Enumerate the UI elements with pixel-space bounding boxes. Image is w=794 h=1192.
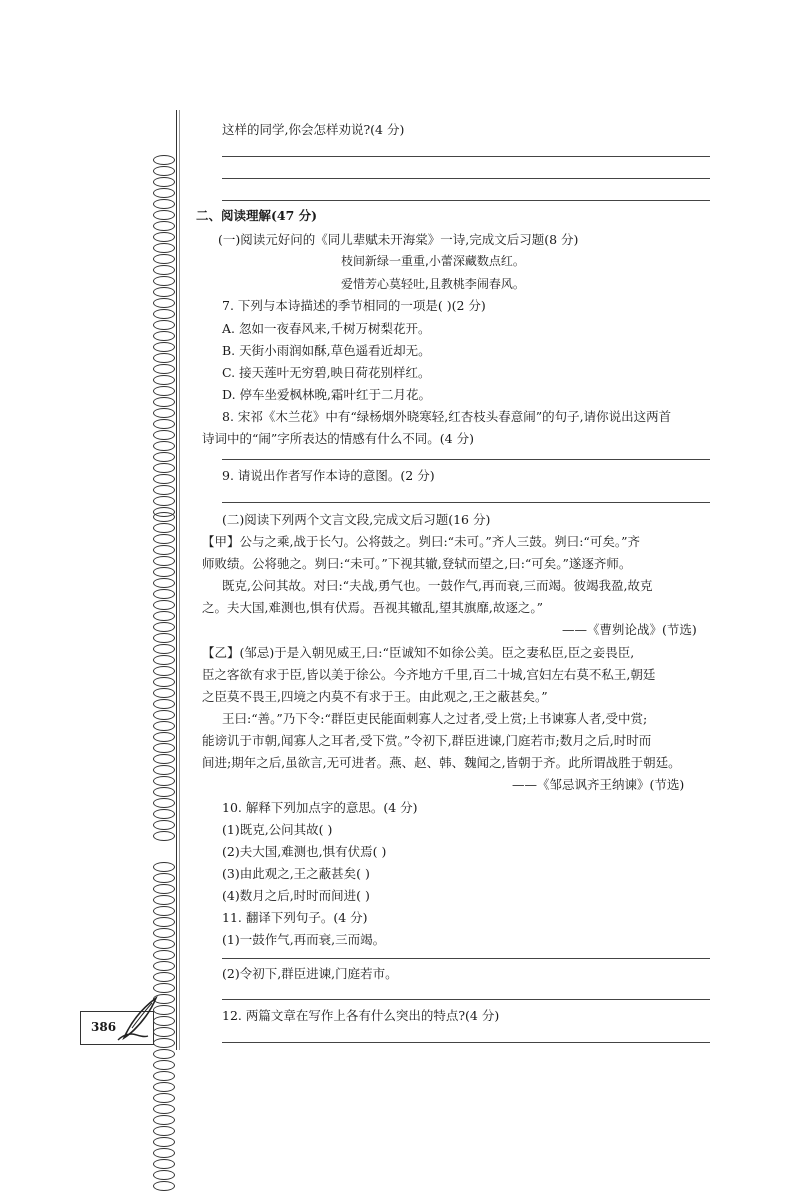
chain-link xyxy=(153,463,175,473)
question-10-item: (4)数月之后,时时而间进( ) xyxy=(222,888,370,903)
passage-yi-line: 臣之客欲有求于臣,皆以美于徐公。今齐地方千里,百二十城,宫妇左右莫不私王,朝廷 xyxy=(202,667,656,682)
part-one-heading: (一)阅读元好问的《同儿辈赋未开海棠》一诗,完成文后习题(8 分) xyxy=(218,232,579,247)
chain-link xyxy=(153,589,175,599)
chain-link xyxy=(153,408,175,418)
chain-link xyxy=(153,331,175,341)
chain-link xyxy=(153,862,175,872)
chain-link xyxy=(153,939,175,949)
chain-link xyxy=(153,210,175,220)
chain-link xyxy=(153,512,175,522)
answer-line[interactable] xyxy=(222,999,710,1000)
chain-link xyxy=(153,309,175,319)
chain-link xyxy=(153,831,175,841)
chain-ornament-top xyxy=(150,155,178,518)
passage-jia-line: 既克,公问其故。对曰:“夫战,勇气也。一鼓作气,再而衰,三而竭。彼竭我盈,故克 xyxy=(222,578,653,593)
passage-jia-line: 【甲】公与之乘,战于长勺。公将鼓之。刿曰:“未可。”齐人三鼓。刿曰:“可矣。”齐 xyxy=(202,534,640,549)
chain-link xyxy=(153,474,175,484)
chain-link xyxy=(153,199,175,209)
passage-yi-line: 之臣莫不畏王,四境之内莫不有求于王。由此观之,王之蔽甚矣。” xyxy=(202,689,548,704)
question-8: 8. 宋祁《木兰花》中有“绿杨烟外晓寒轻,红杏枝头春意闹”的句子,请你说出这两首 xyxy=(222,409,672,424)
chain-link xyxy=(153,820,175,830)
question-10-item: (3)由此观之,王之蔽甚矣( ) xyxy=(222,866,370,881)
chain-link xyxy=(153,298,175,308)
chain-link xyxy=(153,644,175,654)
chain-link xyxy=(153,523,175,533)
chain-link xyxy=(153,1181,175,1191)
chain-link xyxy=(153,787,175,797)
chain-link xyxy=(153,600,175,610)
passage-yi-line: 【乙】(邹忌)于是入朝见威王,曰:“臣诚知不如徐公美。臣之妻私臣,臣之妾畏臣, xyxy=(202,645,635,660)
chain-link xyxy=(153,732,175,742)
chain-link xyxy=(153,287,175,297)
chain-link xyxy=(153,1115,175,1125)
chain-link xyxy=(153,496,175,506)
chain-link xyxy=(153,721,175,731)
question-12: 12. 两篇文章在写作上各有什么突出的特点?(4 分) xyxy=(222,1008,500,1023)
chain-link xyxy=(153,895,175,905)
chain-link xyxy=(153,950,175,960)
passage-yi-line: 能谤讥于市朝,闻寡人之耳者,受下赏。”令初下,群臣进谏,门庭若市;数月之后,时时而 xyxy=(202,733,652,748)
answer-line[interactable] xyxy=(222,1042,710,1043)
chain-link xyxy=(153,1082,175,1092)
chain-link xyxy=(153,633,175,643)
chain-link xyxy=(153,710,175,720)
chain-link xyxy=(153,666,175,676)
option-c: C. 接天莲叶无穷碧,映日荷花别样红。 xyxy=(222,365,431,380)
chain-link xyxy=(153,386,175,396)
chain-link xyxy=(153,353,175,363)
option-b: B. 天街小雨润如酥,草色遥看近却无。 xyxy=(222,343,431,358)
chain-link xyxy=(153,809,175,819)
chain-link xyxy=(153,342,175,352)
chain-link xyxy=(153,1137,175,1147)
answer-line[interactable] xyxy=(222,156,710,157)
answer-line[interactable] xyxy=(222,200,710,201)
chain-link xyxy=(153,430,175,440)
chain-link xyxy=(153,221,175,231)
chain-link xyxy=(153,320,175,330)
question-11-item: (2)令初下,群臣进谏,门庭若市。 xyxy=(222,966,398,981)
chain-link xyxy=(153,1093,175,1103)
chain-link xyxy=(153,364,175,374)
chain-link xyxy=(153,485,175,495)
chain-ornament-middle xyxy=(150,512,178,842)
chain-link xyxy=(153,1148,175,1158)
section-heading: 二、阅读理解(47 分) xyxy=(196,208,318,223)
chain-link xyxy=(153,567,175,577)
question-10-item: (2)夫大国,难测也,惧有伏焉( ) xyxy=(222,844,387,859)
chain-link xyxy=(153,743,175,753)
chain-link xyxy=(153,972,175,982)
chain-link xyxy=(153,677,175,687)
chain-link xyxy=(153,873,175,883)
chain-link xyxy=(153,906,175,916)
answer-line[interactable] xyxy=(222,502,710,503)
question-9: 9. 请说出作者写作本诗的意图。(2 分) xyxy=(222,468,435,483)
chain-link xyxy=(153,1071,175,1081)
question-7: 7. 下列与本诗描述的季节相同的一项是( )(2 分) xyxy=(222,298,486,313)
chain-link xyxy=(153,254,175,264)
question-8-cont: 诗词中的“闹”字所表达的情感有什么不同。(4 分) xyxy=(202,431,474,446)
intro-question-tail: 这样的同学,你会怎样劝说?(4 分) xyxy=(222,122,405,137)
chain-link xyxy=(153,155,175,165)
option-d: D. 停车坐爱枫林晚,霜叶红于二月花。 xyxy=(222,387,431,402)
chain-link xyxy=(153,961,175,971)
chain-link xyxy=(153,917,175,927)
answer-line[interactable] xyxy=(222,958,710,959)
chain-link xyxy=(153,419,175,429)
passage-yi-line: 间进;期年之后,虽欲言,无可进者。燕、赵、韩、魏闻之,皆朝于齐。此所谓战胜于朝廷。 xyxy=(202,755,681,770)
question-10: 10. 解释下列加点字的意思。(4 分) xyxy=(222,800,418,815)
chain-link xyxy=(153,1159,175,1169)
chain-link xyxy=(153,983,175,993)
chain-link xyxy=(153,545,175,555)
chain-link xyxy=(153,232,175,242)
chain-link xyxy=(153,188,175,198)
chain-link xyxy=(153,452,175,462)
chain-link xyxy=(153,765,175,775)
chain-link xyxy=(153,798,175,808)
option-a: A. 忽如一夜春风来,千树万树梨花开。 xyxy=(222,321,431,336)
chain-link xyxy=(153,1104,175,1114)
question-11: 11. 翻译下列句子。(4 分) xyxy=(222,910,368,925)
answer-line[interactable] xyxy=(222,178,710,179)
chain-link xyxy=(153,397,175,407)
chain-link xyxy=(153,699,175,709)
chain-link xyxy=(153,556,175,566)
chain-link xyxy=(153,688,175,698)
margin-rule-inner xyxy=(179,110,180,1050)
part-two-heading: (二)阅读下列两个文言文段,完成文后习题(16 分) xyxy=(222,512,491,527)
chain-link xyxy=(153,928,175,938)
question-10-item: (1)既克,公问其故( ) xyxy=(222,822,333,837)
question-11-item: (1)一鼓作气,再而衰,三而竭。 xyxy=(222,932,386,947)
chain-link xyxy=(153,166,175,176)
chain-link xyxy=(153,754,175,764)
chain-link xyxy=(153,177,175,187)
chain-link xyxy=(153,622,175,632)
chain-link xyxy=(153,1170,175,1180)
chain-link xyxy=(153,1060,175,1070)
quill-pen-icon xyxy=(112,994,162,1042)
passage-jia-source: ——《曹刿论战》(节选) xyxy=(562,622,697,637)
chain-link xyxy=(153,265,175,275)
passage-yi-line: 王曰:“善。”乃下令:“群臣吏民能面刺寡人之过者,受上赏;上书谏寡人者,受中赏; xyxy=(222,711,648,726)
chain-link xyxy=(153,776,175,786)
passage-jia-line: 之。夫大国,难测也,惧有伏焉。吾视其辙乱,望其旗靡,故逐之。” xyxy=(202,600,544,615)
poem-line-1: 枝间新绿一重重,小蕾深藏数点红。 xyxy=(341,254,525,268)
chain-link xyxy=(153,1126,175,1136)
chain-link xyxy=(153,884,175,894)
poem-line-2: 爱惜芳心莫轻吐,且教桃李闹春风。 xyxy=(341,277,525,291)
passage-yi-source: ——《邹忌讽齐王纳谏》(节选) xyxy=(512,777,685,792)
chain-link xyxy=(153,534,175,544)
chain-link xyxy=(153,611,175,621)
chain-link xyxy=(153,375,175,385)
chain-link xyxy=(153,1049,175,1059)
chain-link xyxy=(153,578,175,588)
chain-link xyxy=(153,655,175,665)
chain-link xyxy=(153,243,175,253)
page-number: 386 xyxy=(91,1020,117,1034)
chain-link xyxy=(153,276,175,286)
answer-line[interactable] xyxy=(222,459,710,460)
chain-link xyxy=(153,441,175,451)
passage-jia-line: 师败绩。公将驰之。刿曰:“未可。”下视其辙,登轼而望之,曰:“可矣。”遂逐齐师。 xyxy=(202,556,632,571)
